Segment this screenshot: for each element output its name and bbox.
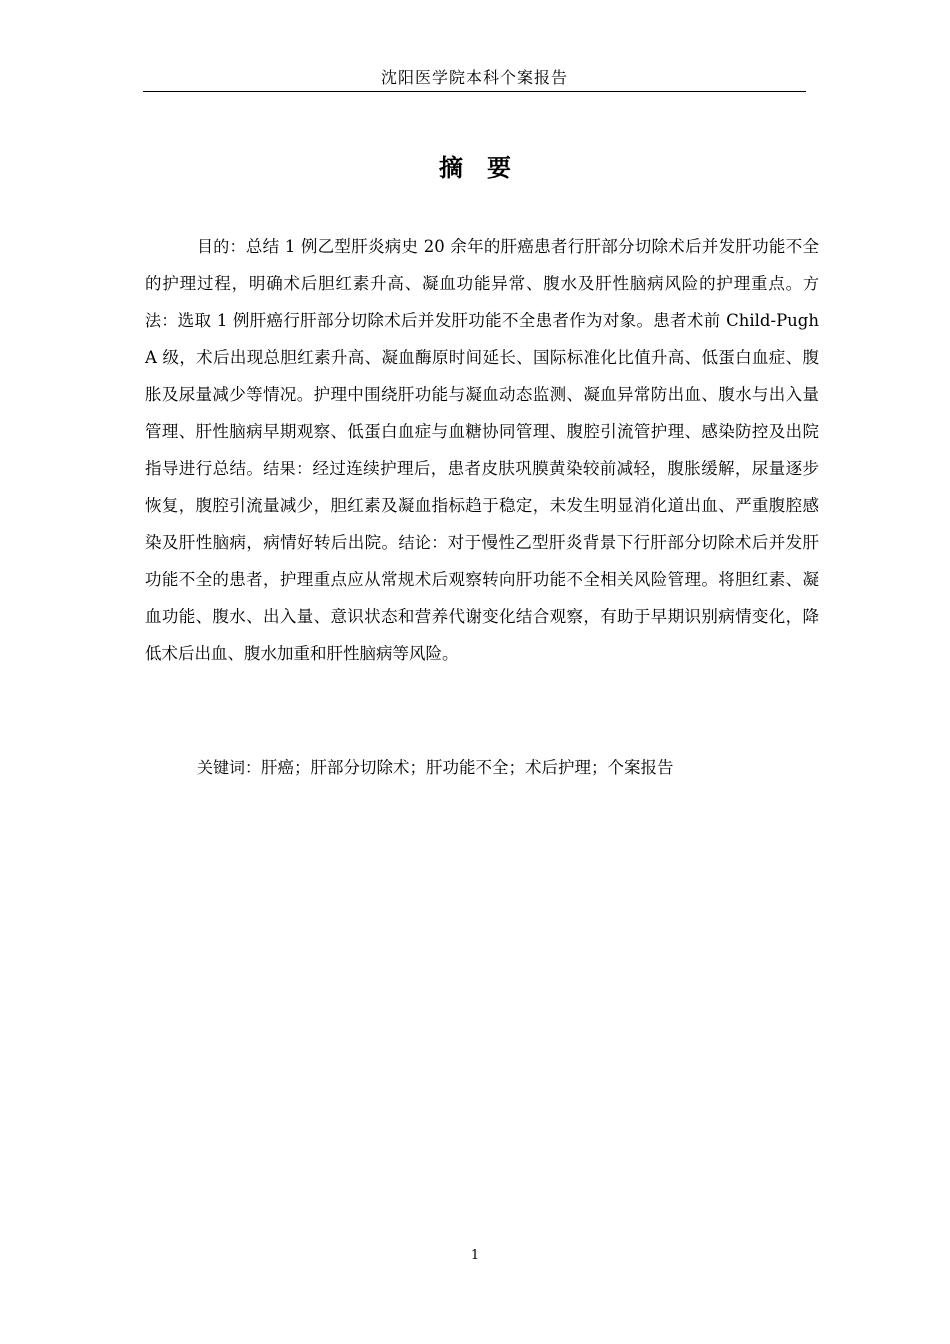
conclusion-label: 结论： bbox=[398, 533, 448, 552]
page-number: 1 bbox=[470, 1248, 480, 1263]
purpose-label: 目的： bbox=[197, 237, 246, 256]
keywords-text: 肝癌；肝部分切除术；肝功能不全；术后护理；个案报告 bbox=[261, 758, 674, 777]
header-text: 沈阳医学院本科个案报告 bbox=[380, 68, 568, 87]
method-label: 方法： bbox=[145, 274, 819, 330]
conclusion-text: 对于慢性乙型肝炎背景下行肝部分切除术后并发肝功能不全的患者，护理重点应从常规术后观察转向肝功能不全相关风险管理。将胆红素、凝血功能、腹水、出入量、意识状态和营养代谢变化结合观察，有助于早期识别病情变化，降低术后出血、腹水加重和肝性脑病等风险。 bbox=[145, 533, 820, 663]
method-text: 选取 1 例肝癌行肝部分切除术后并发肝功能不全患者作为对象。患者术前 Child-Pugh A 级，术后出现总胆红素升高、凝血酶原时间延长、国际标准化比值升高、低蛋白血症、腹胀及尿量减少等情况。护理中围绕肝功能与凝血动态监测、凝血异常防出血、腹水与出入量管理、肝性脑病早期观察、低蛋白血症与血糖协同管理、腹腔引流管护理、感染防控及出院指导进行总结。 bbox=[145, 311, 819, 478]
page-header bbox=[143, 66, 806, 92]
result-label: 结果： bbox=[263, 459, 313, 478]
purpose-text: 总结 1 例乙型肝炎病史 20 余年的肝癌患者行肝部分切除术后并发肝功能不全的护理过程，明确术后胆红素升高、凝血功能异常、腹水及肝性脑病风险的护理重点。 bbox=[145, 237, 819, 293]
keywords-line bbox=[145, 749, 819, 786]
abstract-paragraph bbox=[145, 228, 819, 672]
result-text: 经过连续护理后，患者皮肤巩膜黄染较前减轻，腹胀缓解，尿量逐步恢复，腹腔引流量减少，胆红素及凝血指标趋于稳定，未发生明显消化道出血、严重腹腔感染及肝性脑病，病情好转后出院。 bbox=[145, 459, 819, 552]
keywords-label: 关键词： bbox=[197, 758, 262, 777]
abstract-title: 摘 要 bbox=[439, 154, 511, 182]
